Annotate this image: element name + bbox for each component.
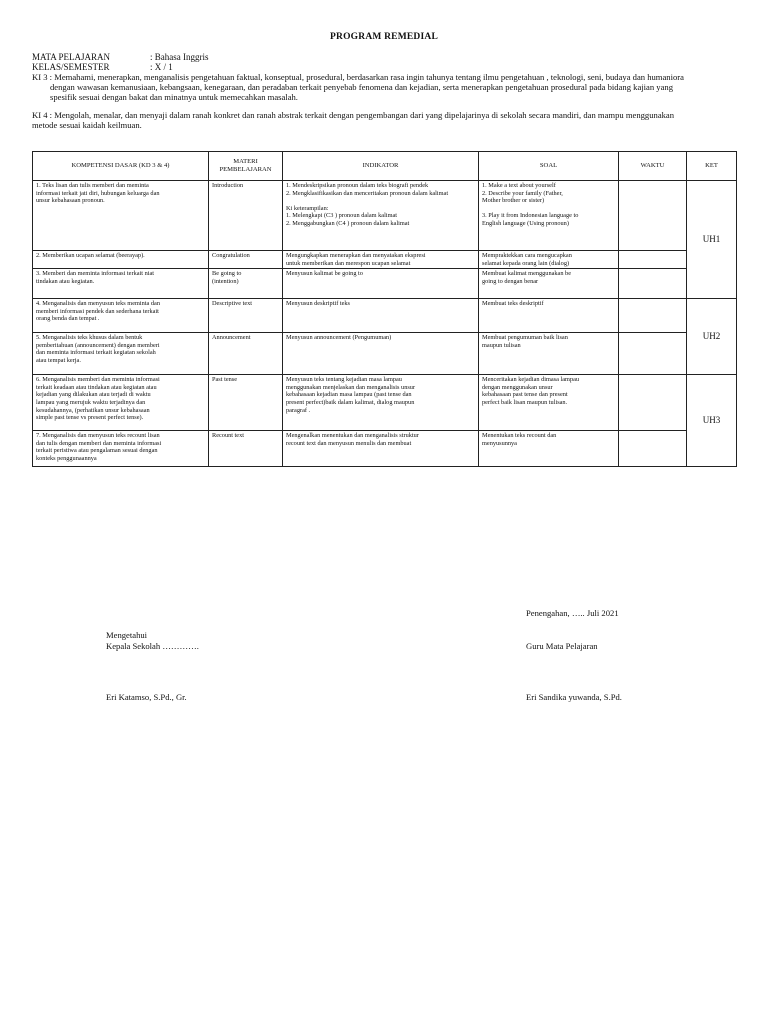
document-title: PROGRAM REMEDIAL [330,32,438,42]
cell-kd [33,299,209,333]
soal-line: kebahasaan past tense dan present [482,391,568,399]
header-soal: SOAL [479,152,619,181]
cell-materi [209,251,283,269]
indikator-line: 2. Menggabungkan (C4 ) pronoun dalam kalimat [286,219,410,227]
mapel-value: : Bahasa Inggris [150,52,209,62]
cell-soal [479,299,619,333]
indikator-line: Menyusun teks tentang kejadian masa lampau [286,376,402,384]
soal-line: Membuat kalimat menggunakan be [482,270,572,278]
kd-line: dan meminta informasi terkait kegiatan sekolah [36,349,156,357]
cell-indikator [283,333,479,375]
indikator-line: present perfect)baik dalam kalimat, dialog maupun [286,398,415,406]
ki3-line-1: KI 3 : Memahami, menerapkan, menganalisis pengetahuan faktual, konseptual, prosedural, berdasarkan rasa ingin tahunya tentang ilmu pengetahuan , teknologi, seni, budaya dan humaniora [32,72,684,82]
indikator-line: Menyusun announcement (Pengumuman) [286,334,392,342]
kd-line: kejadian yang dilakukan atau terjadi di waktu [36,391,151,399]
header-kd: KOMPETENSI DASAR (KD 3 & 4) [33,152,209,181]
cell-materi [209,269,283,299]
cell-indikator [283,269,479,299]
kd-line: konteks penggunaannya [36,454,97,462]
cell-kd [33,251,209,269]
kelas-value: : X / 1 [150,62,173,72]
indikator-line: 1. Mendeskripsikan pronoun dalam teks biografi pendek [286,182,429,189]
ki3-paragraph [32,72,738,103]
cell-soal [479,251,619,269]
cell-materi [209,375,283,431]
ki3-line-3: spesifik sesuai dengan bakat dan minatnya untuk memecahkan masalah. [50,92,298,103]
mengetahui-label: Mengetahui [106,630,148,640]
table-row [33,431,737,467]
cell-waktu [619,181,687,251]
kd-line: informasi terkait jati diri, hubungan keluarga dan [36,189,160,197]
cell-soal [479,431,619,467]
materi-line: Descriptive text [212,300,253,308]
materi-line: (intention) [212,277,239,285]
cell-materi [209,333,283,375]
cell-kd [33,375,209,431]
soal-line: English language (Using pronoun) [482,219,569,227]
indikator-line: paragraf . [286,406,311,414]
kd-line: kesudahannya, (perhatikan unsur kebahasaan [36,406,150,414]
kd-line: terkait keadaan atau tindakan atau kegiatan atau [36,383,157,391]
place-date: Penengahan, ….. Juli 2021 [526,608,619,618]
cell-waktu [619,333,687,375]
cell-kd [33,431,209,467]
soal-line: maupun tulisan [482,341,521,349]
kd-line: 6. Menganalisis memberi dan meminta informasi [36,376,160,384]
table-row [33,251,737,269]
kd-line: 1. Teks lisan dan tulis memberi dan meminta [36,182,149,189]
kelas-label: KELAS/SEMESTER [32,62,110,72]
ki3-line-2: dengan wawasan kemanusiaan, kebangsaan, kenegaraan, dan peradaban terkait penyebab fenomena dan kejadian, serta menerapkan pengetahuan prosedural pada bidang kajian yang [50,82,674,93]
header-waktu: WAKTU [619,152,687,181]
soal-line: perfect baik lisan maupun tulisan. [482,398,568,406]
indikator-line: kebahasaan kejadian masa lampau (past tense dan [286,391,412,399]
cell-soal [479,269,619,299]
soal-line: Mother brother or sister) [482,197,545,205]
soal-line: Membuat teks deskriptif [482,300,544,308]
remedial-table [32,151,737,467]
table-row [33,269,737,299]
kd-line: terkait peristiwa atau pengalaman sesuai dengan [36,447,158,455]
table-row [33,299,737,333]
soal-line: Menceritakan kejadian dimasa lampau [482,376,580,384]
cell-soal [479,333,619,375]
materi-line: Be going to [212,270,242,278]
soal-line [482,205,615,213]
kd-line: 7. Menganalisis dan menyusun teks recount lisan [36,432,160,440]
cell-kd [33,181,209,251]
indikator-line: 2. Mengklasifikasikan dan menceritakan pronoun dalam kalimat [286,189,449,197]
soal-line: 2. Describe your family (Father, [482,189,563,197]
table-row [33,181,737,251]
guru-name: Eri Sandika yuwanda, S.Pd. [526,692,622,702]
materi-line: Congratulation [212,252,250,259]
cell-waktu [619,375,687,431]
cell-waktu [619,251,687,269]
soal-line: going to dengan benar [482,277,539,285]
kd-line: atau tempat kerja. [36,356,81,364]
kd-line: memberi informasi pendek dan sederhana terkait [36,307,159,315]
table-row [33,333,737,375]
cell-indikator [283,299,479,333]
ki4-line-1: KI 4 : Mengolah, menalar, dan menyaji dalam ranah konkret dan ranah abstrak terkait dengan pengembangan dari yang dipelajarinya di sekolah secara mandiri, dan mampu menggunakan [32,110,675,120]
cell-soal [479,181,619,251]
cell-ket: UH2 [687,299,737,375]
indikator-line: untuk memberikan dan merespon ucapan selamat [286,259,411,267]
header-materi-line-1: MATERI [233,158,258,165]
cell-indikator [283,431,479,467]
cell-kd [33,333,209,375]
table-header-row [33,152,737,181]
mapel-row [32,52,209,62]
cell-kd [33,269,209,299]
indikator-line: recount text dan menyusun menulis dan membuat [286,439,412,447]
indikator-line: Ki keterampilan: [286,204,329,212]
soal-line: Membuat pengumuman baik lisan [482,334,568,342]
indikator-line: Menyusun kalimat be going to [286,270,363,278]
mapel-label: MATA PELAJARAN [32,52,111,62]
header-materi-line-2: PEMBELAJARAN [219,166,272,173]
cell-materi [209,181,283,251]
kd-line: lampau yang merujuk waktu terjadinya dan [36,398,146,406]
kd-line: 5. Menganalisis teks khusus dalam bentuk [36,334,143,342]
kepala-sekolah-label: Kepala Sekolah …………. [106,641,199,651]
header-materi [209,152,283,181]
cell-waktu [619,269,687,299]
materi-line: Recount text [212,432,245,440]
ki4-line-2: metode sesuai kaidah keilmuan. [32,120,142,131]
kd-line: orang benda dan tempat . [36,315,100,323]
indikator-line: Menyusun deskriptif teks [286,300,351,308]
soal-line: 3. Play it from Indonesian language to [482,212,579,220]
cell-materi [209,299,283,333]
ki4-paragraph [32,110,738,130]
indikator-line [286,197,475,205]
kelas-row [32,62,173,72]
table-row [33,375,737,431]
soal-line: Menentukan teks recount dan [482,432,557,440]
cell-indikator [283,181,479,251]
indikator-line: 1. Melengkapi (C3 ) pronoun dalam kalimat [286,212,398,220]
guru-label: Guru Mata Pelajaran [526,641,598,651]
kd-line: 4. Menganalisis dan menyusun teks meminta dan [36,300,160,308]
kepsek-name: Eri Katamso, S.Pd., Gr. [106,692,187,702]
indikator-line: menggunakan menjelaskan dan menganalisis unsur [286,383,416,391]
kd-line: 2. Memberikan ucapan selamat (beerayap). [36,252,145,259]
kd-line: 3. Memberi dan meminta informasi terkait niat [36,270,155,278]
materi-line: Past tense [212,376,238,384]
kd-line: unsur kebahasaan pronoun. [36,197,105,205]
cell-ket: UH3 [687,375,737,467]
kd-line: dan tulis dengan memberi dan meminta informasi [36,439,162,447]
cell-soal [479,375,619,431]
materi-line: Introduction [212,182,244,189]
cell-waktu [619,431,687,467]
cell-indikator [283,375,479,431]
indikator-line: Mengenalkan menentukan dan menganalisis struktur [286,432,419,440]
materi-line: Announcement [212,334,251,342]
soal-line: selamat kepada orang lain (dialog) [482,259,570,267]
cell-waktu [619,299,687,333]
soal-line: 1. Make a text about yourself [482,182,556,189]
soal-line: dengan menggunakan unsur [482,383,553,391]
cell-materi [209,431,283,467]
kd-line: pemberitahuan (announcement) dengan memberi [36,341,160,349]
cell-ket: UH1 [687,181,737,299]
cell-indikator [283,251,479,269]
indikator-line: Mengungkapkan menerapkan dan menyatakan ekspresi [286,252,426,259]
kd-line: simple past tense vs present perfect tense). [36,414,144,422]
header-indikator: INDIKATOR [283,152,479,181]
soal-line: menyusunnya [482,439,517,447]
header-ket: KET [687,152,737,181]
kd-line: tindakan atau kegiatan. [36,277,95,285]
soal-line: Mempraktekkan cara mengucapkan [482,252,572,259]
